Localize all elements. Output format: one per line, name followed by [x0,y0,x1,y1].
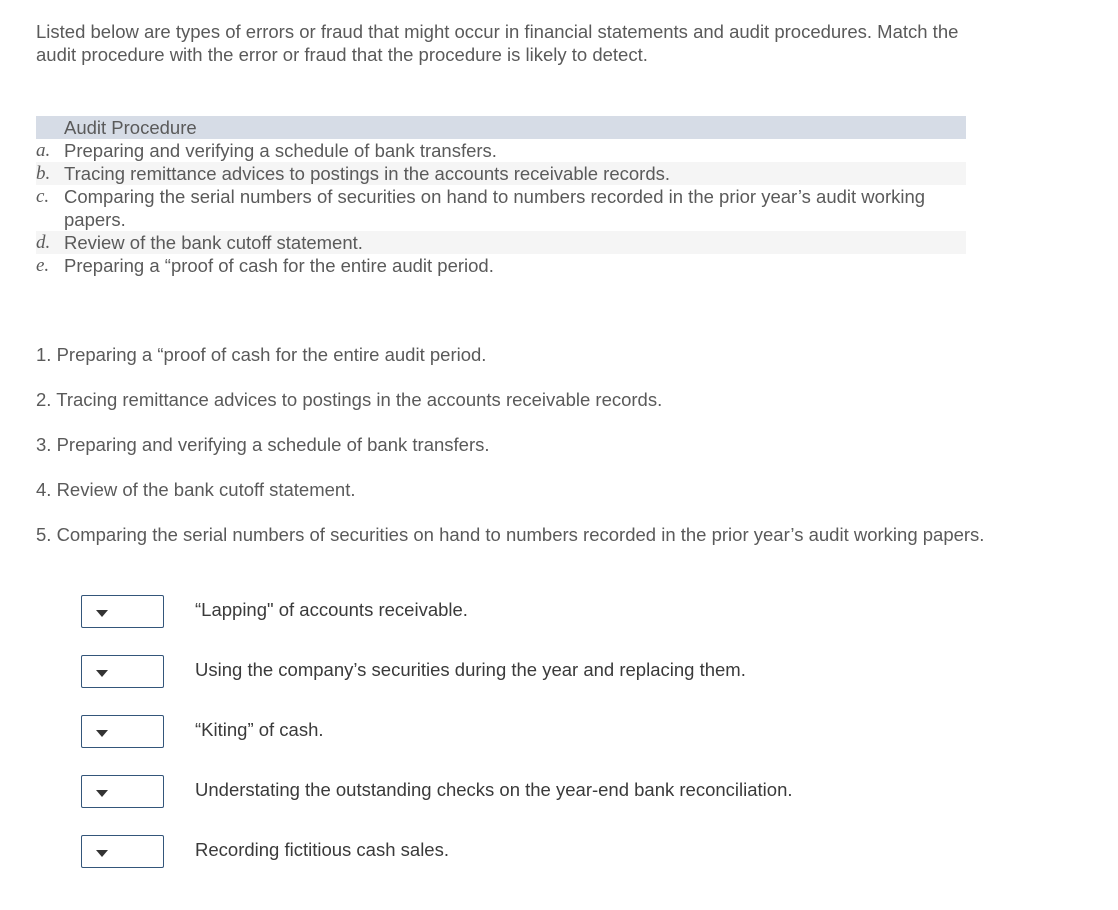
procedure-letter: d. [36,232,51,253]
list-item: 2. Tracing remittance advices to postings in the accounts receivable records. [36,389,663,410]
caret-down-icon [96,850,108,857]
procedure-text: Tracing remittance advices to postings in the accounts receivable records. [64,163,671,184]
procedure-row-d [36,231,966,254]
list-item: 5. Comparing the serial numbers of securities on hand to numbers recorded in the prior year’s audit working papers. [36,524,985,545]
match-row-4 [81,775,1081,835]
procedure-text: Preparing a “proof of cash for the entire audit period. [64,255,494,276]
question-intro: Listed below are types of errors or fraud that might occur in financial statements and audit procedures. Match the audit procedure with the error or fraud that the procedure is likely to detect. [36,21,959,65]
numbered-procedure-list [36,344,1116,569]
answer-dropdown-1[interactable] [81,595,164,628]
answer-dropdown-2[interactable] [81,655,164,688]
match-row-3 [81,715,1081,775]
answer-dropdown-3[interactable] [81,715,164,748]
procedure-row-b [36,162,966,185]
error-description: “Kiting” of cash. [195,719,324,740]
procedure-letter: a. [36,140,51,161]
caret-down-icon [96,790,108,797]
caret-down-icon [96,670,108,677]
procedure-letter: c. [36,186,50,207]
match-row-1 [81,595,1081,655]
error-description: Understating the outstanding checks on the year-end bank reconciliation. [195,779,793,800]
error-description: “Lapping" of accounts receivable. [195,599,468,620]
answer-dropdown-5[interactable] [81,835,164,868]
error-description: Using the company’s securities during the year and replacing them. [195,659,746,680]
procedure-text: Preparing and verifying a schedule of bank transfers. [64,140,497,161]
procedure-text: Review of the bank cutoff statement. [64,232,363,253]
procedure-row-c [36,185,966,231]
procedure-letter: e. [36,255,50,276]
caret-down-icon [96,730,108,737]
match-row-5 [81,835,1081,895]
error-description: Recording fictitious cash sales. [195,839,449,860]
procedure-row-e [36,254,966,277]
list-item: 4. Review of the bank cutoff statement. [36,479,356,500]
audit-procedure-table [36,116,966,277]
procedure-text: Comparing the serial numbers of securities on hand to numbers recorded in the prior year’s audit working papers. [64,186,926,230]
matching-list [81,595,1081,895]
answer-dropdown-4[interactable] [81,775,164,808]
procedure-row-a [36,139,966,162]
list-item: 1. Preparing a “proof of cash for the entire audit period. [36,344,487,365]
match-row-2 [81,655,1081,715]
audit-procedure-header: Audit Procedure [36,116,966,139]
procedure-letter: b. [36,163,51,184]
caret-down-icon [96,610,108,617]
list-item: 3. Preparing and verifying a schedule of bank transfers. [36,434,490,455]
